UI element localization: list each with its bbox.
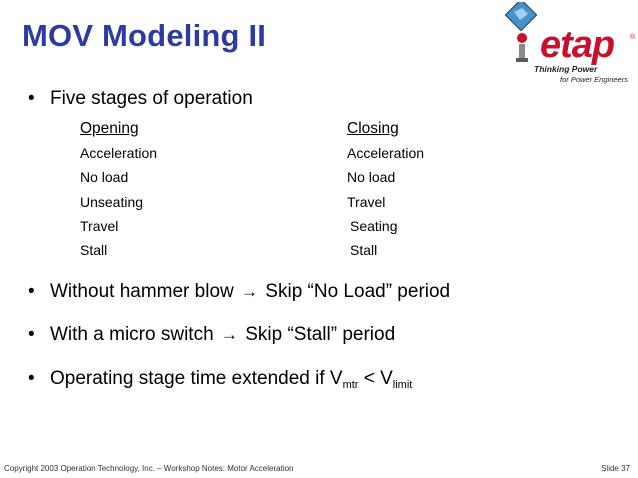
closing-stages-column [347,117,424,262]
slide-title: MOV Modeling II [22,18,267,53]
closing-stage: No load [347,169,396,186]
logo-wordmark: etap [540,24,615,66]
opening-stage: No load [80,169,129,186]
bullet-dot: • [28,281,35,302]
bullet-dot: • [28,88,35,109]
closing-header: Closing [347,120,399,137]
bullet-text: With a micro switch [50,324,214,345]
opening-header: Opening [80,120,139,137]
bullet-text: < V [358,368,393,389]
right-arrow-icon: → [241,282,259,301]
closing-stage: Stall [350,241,378,258]
bullet-text: Skip “Stall” period [245,324,396,345]
bullet-operating-stage [28,368,412,391]
logo-subtagline: for Power Engineers [560,75,628,84]
closing-stage: Acceleration [347,145,425,162]
footer-copyright: Copyright 2003 Operation Technology, Inc. – Workshop Notes: Motor Acceleration [4,464,294,473]
closing-stage: Travel [347,193,386,210]
bullet-dot: • [28,368,35,389]
opening-stage: Unseating [80,193,144,210]
subscript-limit: limit [392,379,413,391]
bullet-text: Five stages of operation [50,88,253,109]
bullet-five-stages [28,88,253,110]
logo-registered-mark: ® [630,34,636,41]
bullet-text: Without hammer blow [50,281,234,302]
logo-emblem-icon [502,2,542,64]
opening-stage: Travel [80,217,119,234]
opening-stage: Acceleration [80,145,158,162]
right-arrow-icon: → [220,325,238,344]
logo-tagline: Thinking Power [534,64,598,74]
bullet-text: Skip “No Load” period [265,281,451,302]
bullet-hammer-blow [28,281,450,303]
subscript-mtr: mtr [342,379,359,391]
bullet-text: Operating stage time extended if V [50,368,343,389]
etap-logo [500,2,636,92]
bullet-micro-switch [28,324,395,346]
bullet-dot: • [28,324,35,345]
opening-stages-column [80,117,157,262]
slide-number: Slide 37 [601,464,630,473]
closing-stage: Seating [350,217,398,234]
opening-stage: Stall [80,241,108,258]
